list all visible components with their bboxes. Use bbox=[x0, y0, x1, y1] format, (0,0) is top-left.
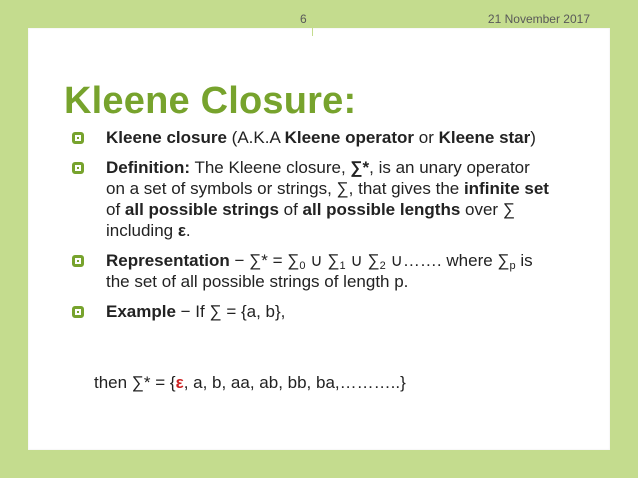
subscript: p bbox=[509, 260, 516, 272]
bullet-text: or bbox=[414, 128, 439, 147]
bullet-text: ∪……. where ∑ bbox=[385, 251, 510, 270]
bullet-text: Representation bbox=[106, 251, 230, 270]
bullet-text: is the set of all possible strings of length p. bbox=[106, 251, 533, 291]
bullet-marker-icon bbox=[72, 306, 84, 318]
bullet-text: . bbox=[185, 221, 191, 240]
bullet-kleene-closure bbox=[72, 127, 552, 148]
bullet-text: Definition: bbox=[106, 158, 191, 177]
bullet-definition bbox=[72, 157, 552, 241]
bullet-text: ∪ ∑ bbox=[345, 251, 380, 270]
slide-number: 6 bbox=[300, 12, 307, 26]
example-text: then ∑* = { bbox=[94, 373, 176, 392]
bullet-marker-icon bbox=[72, 255, 84, 267]
epsilon-symbol: ε bbox=[175, 373, 184, 392]
bullet-text: − If ∑ = {a, b}, bbox=[175, 302, 286, 321]
slide-title: Kleene Closure: bbox=[64, 80, 357, 122]
bullet-text: ε bbox=[177, 221, 186, 240]
slide-date: 21 November 2017 bbox=[487, 12, 590, 26]
bullet-text: (A.K.A bbox=[226, 128, 285, 147]
bullet-text: all possible strings bbox=[124, 200, 279, 219]
bullet-text: all possible lengths bbox=[302, 200, 461, 219]
bullet-text: Kleene closure bbox=[106, 128, 227, 147]
bullet-text: Kleene operator bbox=[284, 128, 415, 147]
example-text: , a, b, aa, ab, bb, ba,………..} bbox=[183, 373, 406, 392]
bullet-marker-icon bbox=[72, 162, 84, 174]
bullet-text: ) bbox=[530, 128, 536, 147]
bullet-text: Kleene star bbox=[438, 128, 531, 147]
bullet-text: − ∑* = ∑ bbox=[229, 251, 300, 270]
subscript: 0 bbox=[299, 260, 306, 272]
bullet-text: Example bbox=[106, 302, 176, 321]
subscript: 1 bbox=[339, 260, 346, 272]
bullet-example bbox=[72, 301, 552, 322]
subscript: 2 bbox=[379, 260, 386, 272]
bullet-text: of bbox=[278, 200, 303, 219]
bullet-text: ∪ ∑ bbox=[305, 251, 340, 270]
bullet-text: The Kleene closure, bbox=[190, 158, 351, 177]
example-result-line bbox=[94, 372, 406, 393]
bullet-text: of bbox=[106, 200, 125, 219]
bullet-text: infinite set bbox=[463, 179, 549, 198]
bullet-text: ∑* bbox=[350, 158, 370, 177]
bullet-text: , is an unary operator on a set of symbols or strings, ∑, that gives the bbox=[106, 158, 530, 198]
bullet-marker-icon bbox=[72, 132, 84, 144]
bullet-text: over ∑ including bbox=[106, 200, 515, 240]
bullet-representation bbox=[72, 250, 552, 292]
bullet-list bbox=[72, 127, 552, 331]
